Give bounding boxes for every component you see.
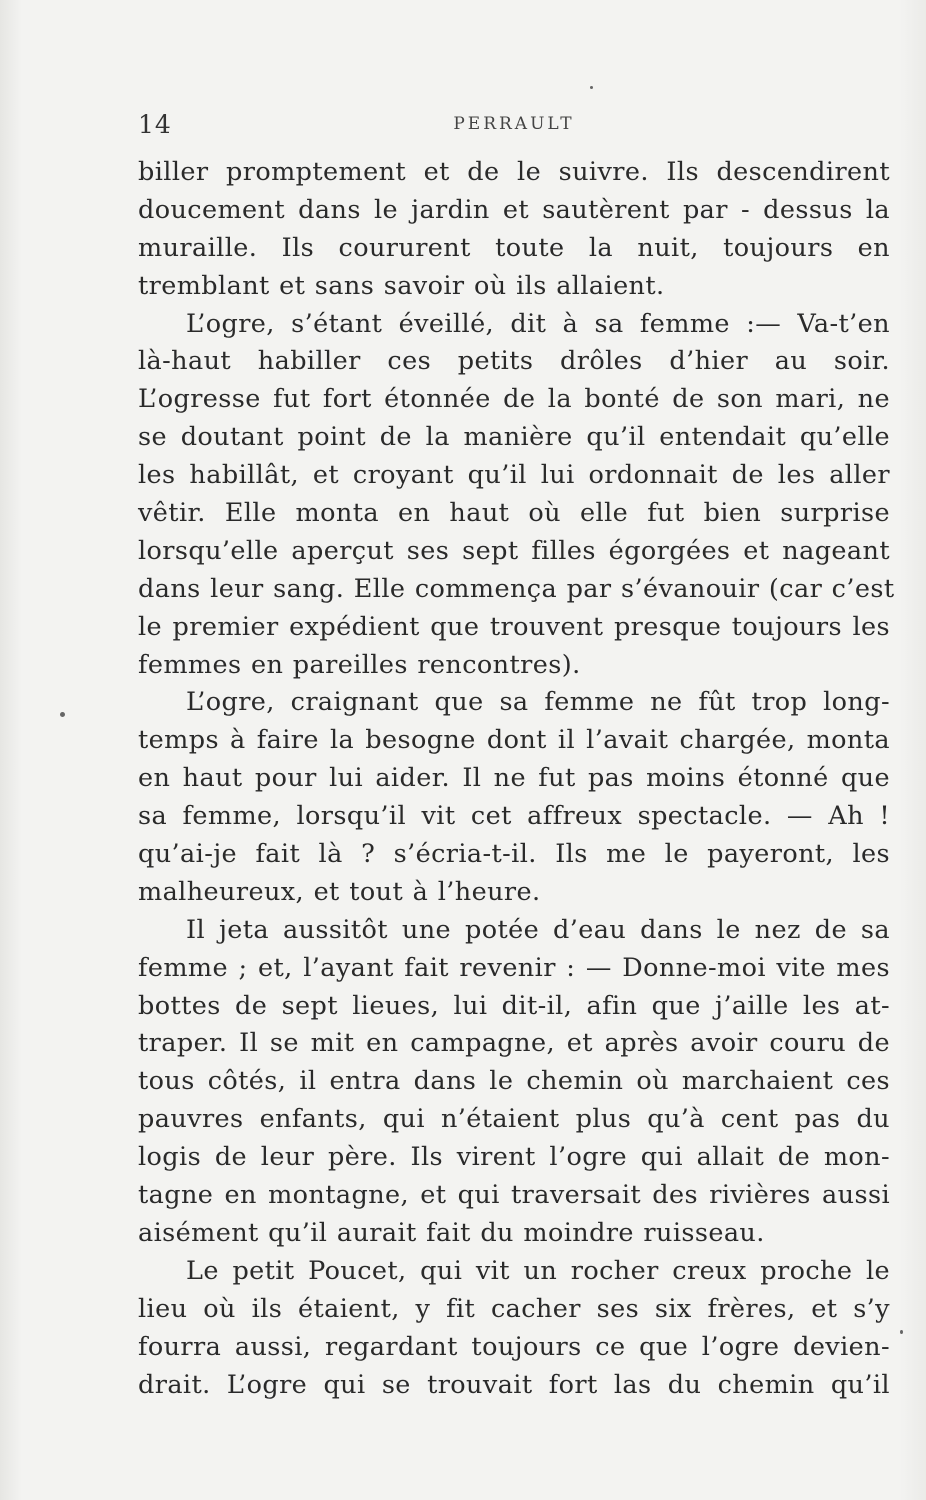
text-line: lorsqu’elle aperçut ses sept filles égorgées et nageant [138,535,890,566]
text-line: tagne en montagne, et qui traversait des rivières aussi [138,1180,890,1211]
ink-speck [590,86,593,89]
text-line: les habillât, et croyant qu’il lui ordonnait de les aller [138,460,890,491]
text-line: aisément qu’il aurait fait du moindre ruisseau. [138,1217,765,1248]
text-line: L’ogre, craignant que sa femme ne fût trop long- [186,687,890,718]
text-line: en haut pour lui aider. Il ne fut pas moins étonné que [138,763,890,794]
text-line: temps à faire la besogne dont il l’avait chargée, monta [138,725,890,756]
text-line: logis de leur père. Ils virent l’ogre qui allait de mon- [138,1142,890,1173]
text-line: femmes en pareilles rencontres). [138,649,581,680]
text-line: dans leur sang. Elle commença par s’évanouir (car c’est [138,573,895,604]
text-line: Il jeta aussitôt une potée d’eau dans le nez de sa [186,914,890,945]
text-line: doucement dans le jardin et sautèrent par - dessus la [138,194,890,225]
text-line: fourra aussi, regardant toujours ce que l’ogre devien- [138,1331,890,1362]
text-line: tous côtés, il entra dans le chemin où marchaient ces [138,1066,890,1097]
page-header [138,110,890,146]
text-line: bottes de sept lieues, lui dit-il, afin que j’aille les at- [138,990,890,1021]
text-line: L’ogre, s’étant éveillé, dit à sa femme :— Va-t’en [186,308,890,339]
text-line: pauvres enfants, qui n’étaient plus qu’à cent pas du [138,1104,890,1135]
text-line: vêtir. Elle monta en haut où elle fut bien surprise [138,498,890,529]
text-line: malheureux, et tout à l’heure. [138,876,541,907]
text-line: traper. Il se mit en campagne, et après avoir couru de [138,1028,890,1059]
text-line: le premier expédient que trouvent presque toujours les [138,611,890,642]
page-number: 14 [138,110,172,139]
text-line: se doutant point de la manière qu’il entendait qu’elle [138,422,890,453]
text-line: Le petit Poucet, qui vit un rocher creux proche le [186,1255,890,1286]
text-line: drait. L’ogre qui se trouvait fort las du chemin qu’il [138,1369,890,1400]
text-line: L’ogresse fut fort étonnée de la bonté de son mari, ne [138,384,890,415]
text-line: sa femme, lorsqu’il vit cet affreux spectacle. — Ah ! [138,801,890,832]
text-line: femme ; et, l’ayant fait revenir : — Donne-moi vite mes [138,952,890,983]
text-line: là-haut habiller ces petits drôles d’hier au soir. [138,346,890,377]
body-text [138,154,895,1404]
text-line: qu’ai-je fait là ? s’écria-t-il. Ils me le payeront, les [138,839,890,870]
text-line: muraille. Ils coururent toute la nuit, toujours en [138,232,890,263]
text-line: biller promptement et de le suivre. Ils descendirent [138,157,890,187]
text-line: tremblant et sans savoir où ils allaient. [138,270,665,301]
ink-speck [900,1330,903,1334]
text-line: lieu où ils étaient, y fit cacher ses six frères, et s’y [138,1293,890,1324]
ink-speck [60,712,65,717]
running-head: PERRAULT [453,114,575,134]
